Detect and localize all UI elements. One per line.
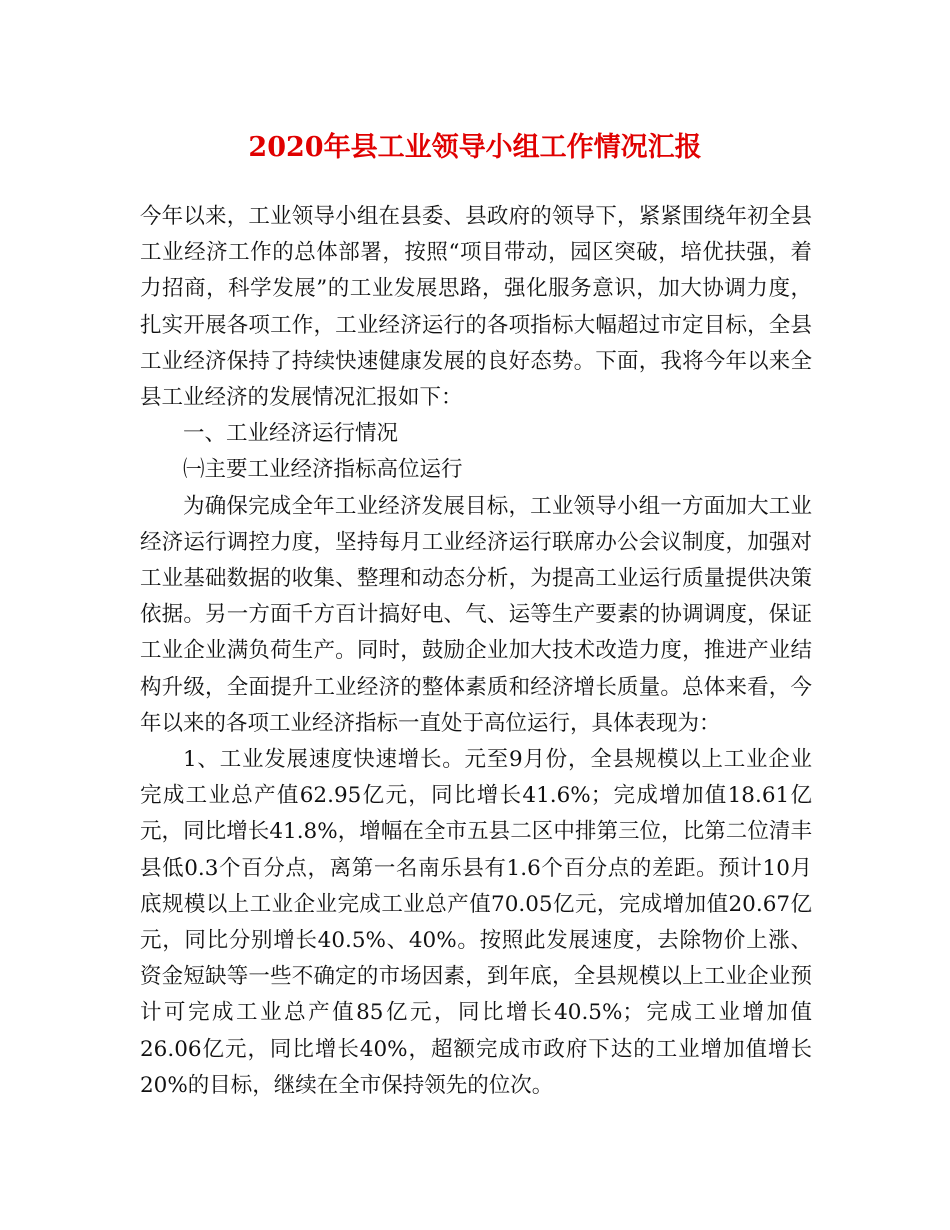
document-body bbox=[140, 199, 812, 1104]
body-paragraph: 1、工业发展速度快速增长。元至9月份，全县规模以上工业企业完成工业总产值62.95亿元，同比增长41.6%；完成增加值18.61亿元，同比增长41.8%，增幅在全市五县二区中排第三位，比第二位清丰县低0.3个百分点，离第一名南乐县有1.6个百分点的差距。预计10月底规模以上工业企业完成工业总产值70.05亿元，完成增加值20.67亿元，同比分别增长40.5%、40%。按照此发展速度，去除物价上涨、资金短缺等一些不确定的市场因素，到年底，全县规模以上工业企业预计可完成工业总产值85亿元，同比增长40.5%；完成工业增加值26.06亿元，同比增长40%，超额完成市政府下达的工业增加值增长20%的目标，继续在全市保持领先的位次。 bbox=[140, 747, 812, 1098]
body-paragraph: 为确保完成全年工业经济发展目标，工业领导小组一方面加大工业经济运行调控力度，坚持每月工业经济运行联席办公会议制度，加强对工业基础数据的收集、整理和动态分析，为提高工业运行质量提供决策依据。另一方面千方百计搞好电、气、运等生产要素的协调调度，保证工业企业满负荷生产。同时，鼓励企业加大技术改造力度，推进产业结构升级，全面提升工业经济的整体素质和经济增长质量。总体来看，今年以来的各项工业经济指标一直处于高位运行，具体表现为： bbox=[140, 493, 812, 736]
document-title: 2020年县工业领导小组工作情况汇报 bbox=[248, 132, 702, 163]
section-heading: 一、工业经济运行情况 bbox=[183, 421, 399, 447]
intro-paragraph: 今年以来，工业领导小组在县委、县政府的领导下，紧紧围绕年初全县工业经济工作的总体部署，按照“项目带动，园区突破，培优扶强，着力招商，科学发展”的工业发展思路，强化服务意识，加大协调力度，扎实开展各项工作，工业经济运行的各项指标大幅超过市定目标，全县工业经济保持了持续快速健康发展的良好态势。下面，我将今年以来全县工业经济的发展情况汇报如下： bbox=[140, 204, 812, 411]
subsection-heading: ㈠主要工业经济指标高位运行 bbox=[183, 457, 463, 483]
